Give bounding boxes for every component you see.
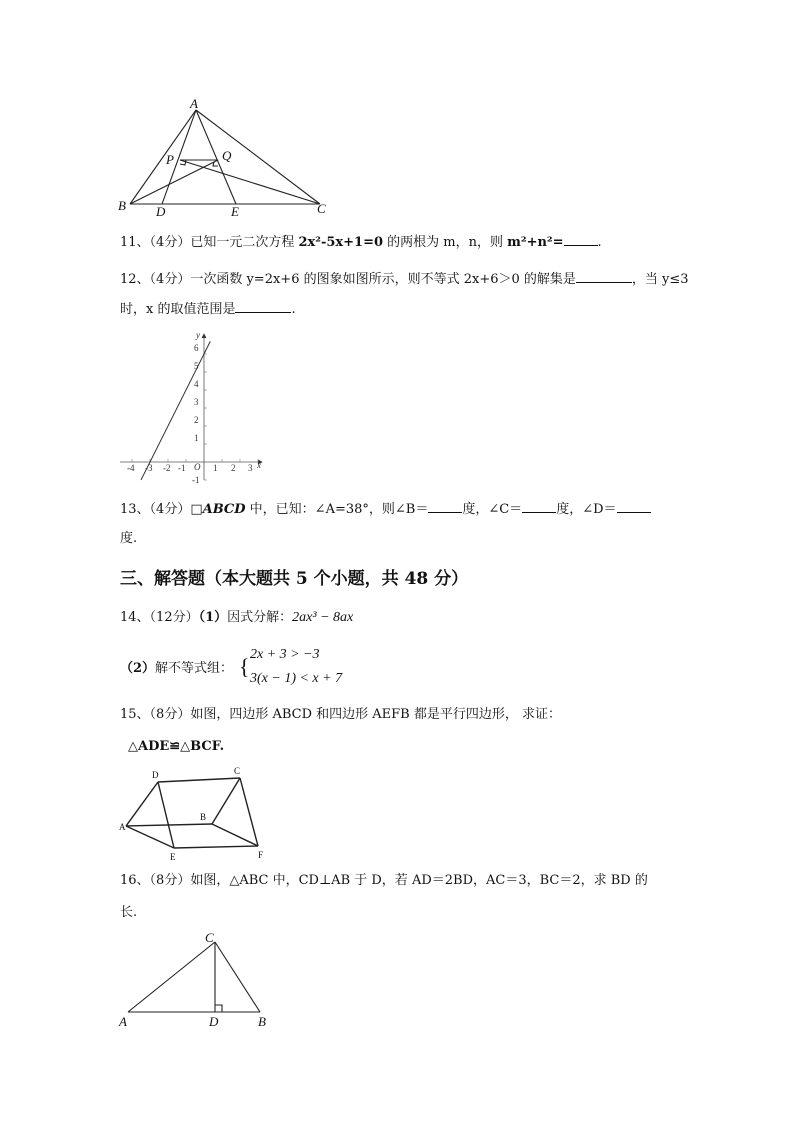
q14-part1-expr: 2ax³ − 8ax — [292, 610, 354, 625]
label-d: D — [152, 770, 159, 780]
x-tick-2: 2 — [231, 463, 236, 473]
linear-function-graph — [112, 326, 272, 486]
q13-text2: 度，∠C＝ — [462, 502, 523, 517]
q15-number: 15、（8分） — [120, 707, 191, 722]
q13-line2: 度. — [120, 531, 138, 546]
y-tick-2: 2 — [194, 415, 199, 425]
section-3-heading: 三、解答题（本大题共 5 个小题，共 48 分） — [120, 569, 469, 589]
origin-label: O — [194, 462, 201, 472]
q16-line1: 如图，△ABC 中，CD⊥AB 于 D，若 AD＝2BD，AC＝3，BC＝2，求 BD 的 — [190, 873, 648, 888]
q14-part1-text: 因式分解： — [227, 610, 293, 625]
y-axis-label: y — [196, 330, 200, 340]
edge-dc — [158, 778, 240, 782]
q12-line2-end: . — [291, 302, 296, 317]
label-c: C — [234, 766, 241, 776]
y-tick-4: 4 — [194, 379, 199, 389]
edge-ac — [196, 110, 320, 204]
q14-part2-label: （2） — [120, 661, 156, 676]
q12-number: 12、（4分） — [120, 272, 191, 287]
question-15-line2: △ADE≌△BCF. — [128, 739, 225, 754]
label-a: A — [119, 822, 126, 832]
label-b: B — [118, 198, 126, 213]
x-tick-neg2: -2 — [163, 463, 171, 473]
x-tick-neg3: -3 — [145, 463, 153, 473]
q12-line2: 时，x 的取值范围是 — [120, 302, 236, 317]
q14-part2-text: 解不等式组： — [155, 661, 234, 676]
q14-ineq-2: 3(x − 1) < x + 7 — [250, 671, 343, 686]
label-e: E — [170, 852, 176, 862]
line-bq — [130, 160, 218, 204]
question-15-line1 — [120, 706, 561, 724]
edge-cf — [240, 778, 258, 846]
q15-line1: 如图，四边形 ABCD 和四边形 AEFB 都是平行四边形， 求证： — [190, 707, 561, 722]
question-16-line2: 长. — [120, 905, 138, 920]
label-c: C — [205, 930, 214, 945]
q12-answer-blank-2 — [235, 300, 291, 313]
edge-bf — [212, 824, 258, 846]
right-angle-d — [215, 1005, 222, 1012]
q11-text-mid: 的两根为 m，n，则 — [383, 235, 508, 250]
altitude-triangle-figure — [114, 930, 274, 1030]
q11-equation: 2x²-5x+1=0 — [298, 235, 384, 250]
y-tick-neg1: -1 — [192, 475, 200, 485]
edge-ad — [126, 782, 158, 826]
label-b: B — [258, 1014, 266, 1029]
q12-answer-blank-1 — [576, 270, 632, 283]
triangle-pq-figure — [112, 96, 342, 222]
x-tick-neg4: -4 — [127, 463, 135, 473]
q13-blank-c — [522, 500, 556, 513]
x-tick-3: 3 — [248, 463, 253, 473]
y-tick-5: 5 — [194, 361, 199, 371]
question-16-line1 — [120, 872, 648, 890]
q11-end: . — [597, 235, 602, 250]
label-a: A — [190, 96, 198, 111]
q16-number: 16、（8分） — [120, 873, 191, 888]
question-12-line1 — [120, 270, 689, 289]
question-11 — [120, 233, 602, 252]
question-14-part2 — [120, 660, 233, 678]
q14-ineq-1: 2x + 3 > −3 — [250, 647, 320, 662]
x-tick-neg1: -1 — [178, 463, 186, 473]
edge-bc — [212, 778, 240, 824]
q11-number: 11、（4分） — [120, 235, 191, 250]
edge-ea — [126, 826, 174, 848]
q11-text-before: 已知一元二次方程 — [190, 235, 299, 250]
line-cp — [180, 160, 320, 204]
label-f: F — [258, 850, 264, 860]
x-tick-1: 1 — [213, 463, 218, 473]
question-14-part1 — [120, 609, 353, 627]
function-line — [141, 341, 210, 480]
edge-ab — [126, 824, 212, 826]
question-12-line2 — [120, 300, 296, 319]
label-c: C — [317, 201, 326, 216]
edge-fe — [174, 846, 258, 848]
q12-line1-end: ，当 y≤3 — [631, 272, 689, 287]
q13-shape: □ABCD — [190, 502, 246, 517]
y-tick-6: 6 — [194, 343, 199, 353]
edge-cb — [215, 942, 260, 1012]
y-tick-3: 3 — [194, 397, 199, 407]
q13-text3: 度，∠D＝ — [556, 502, 617, 517]
label-d: D — [209, 1014, 219, 1029]
q13-number: 13、（4分） — [120, 502, 191, 517]
label-q: Q — [222, 148, 232, 163]
q13-text1: 中，已知：∠A=38°，则∠B＝ — [245, 502, 429, 517]
q11-expr: m²+n²= — [507, 235, 564, 250]
label-e: E — [231, 204, 239, 219]
edge-de — [158, 782, 174, 848]
edge-ac — [128, 942, 215, 1012]
question-13-line1 — [120, 500, 651, 519]
q14-number: 14、（12分） — [120, 610, 199, 625]
q11-answer-blank — [564, 233, 598, 246]
parallelogram-figure — [116, 762, 276, 868]
q13-blank-b — [428, 500, 462, 513]
y-tick-1: 1 — [194, 433, 199, 443]
right-angle-q — [213, 162, 218, 166]
ineq-brace: { — [239, 654, 250, 679]
label-b: B — [200, 812, 207, 822]
x-axis-label: x — [257, 460, 261, 470]
q13-blank-d — [617, 500, 651, 513]
label-a: A — [119, 1014, 127, 1029]
label-p: P — [166, 152, 174, 167]
edge-ab — [130, 110, 196, 204]
question-13-line2 — [120, 530, 137, 548]
q14-part1-label: （1） — [198, 610, 228, 625]
q12-line1: 一次函数 y=2x+6 的图象如图所示，则不等式 2x+6＞0 的解集是 — [190, 272, 576, 287]
label-d: D — [156, 204, 166, 219]
